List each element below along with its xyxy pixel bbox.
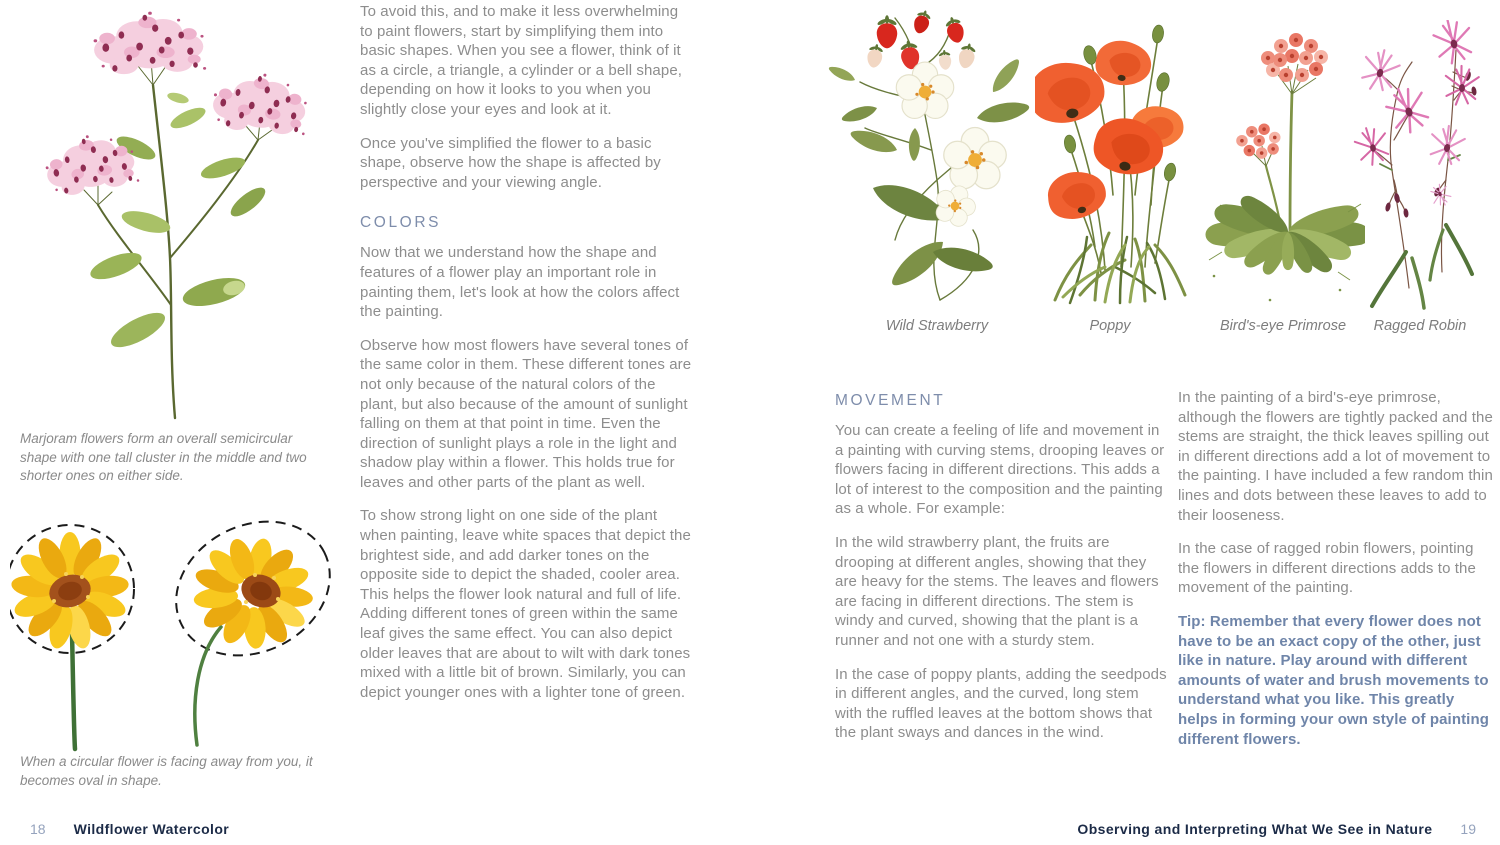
chapter-title: Observing and Interpreting What We See in Nature	[1077, 821, 1433, 837]
poppy-illustration	[1035, 5, 1205, 305]
paragraph: To show strong light on one side of the plant when painting, leave white spaces that depict the brightest side, and add darker tones on the opposite side to depict the shaded, cooler area. This helps the flower look natural and full of life. Adding different tones of green within the same leaf gives the same effect. You can also depict older leaves that are about to wilt with dark tones mixed with a little bit of brown. Similarly, you can depict younger ones with a lighter tone of green.	[360, 507, 691, 701]
daisies-illustration	[10, 505, 355, 755]
paragraph: In the case of poppy plants, adding the seedpods in different angles, and the curved, long stem with the ruffled leaves at the bottom shows that the plant sways and dances in the wind.	[835, 665, 1167, 742]
paragraph: In the wild strawberry plant, the fruits are drooping at different angles, showing that they are heavy for the stems. The leaves and flowers are facing in different directions. The stem is windy and curved, showing that the plant is a runner and not one with a sturdy stem.	[835, 533, 1159, 649]
wild-strawberry-illustration	[825, 0, 1040, 310]
movement-section-heading: MOVEMENT	[835, 392, 946, 409]
specimen-label-poppy: Poppy	[1089, 318, 1131, 334]
paragraph: In the case of ragged robin flowers, pointing the flowers in different directions adds to the movement of the painting.	[1178, 540, 1476, 597]
marjoram-caption: Marjoram flowers form an overall semicircular shape with one tall cluster in the middle and two shorter ones on either side.	[20, 431, 307, 484]
tip-text: Tip: Remember that every flower does not have to be an exact copy of the other, just like in nature. Play around with different amounts of water and brush movements to understand what you like. This greatly helps in forming your own style of painting different flowers.	[1178, 612, 1489, 748]
paragraph: Observe how most flowers have several tones of the same color in them. These different tones are not only because of the natural colors of the plant, but also because of the amount of sunlight falling on them at that point in time. Even the direction of sunlight plays a role in the light and shadow play within a flower. This holds true for leaves and other parts of the plant as well.	[360, 336, 692, 491]
book-title: Wildflower Watercolor	[73, 821, 230, 837]
specimen-label-ragged-robin: Ragged Robin	[1373, 318, 1467, 334]
page-number-right: 19	[1460, 821, 1476, 837]
paragraph: Now that we understand how the shape and features of a flower play an important role in painting them, let's look at how the colors affect the painting.	[360, 244, 680, 321]
page-number-left: 18	[30, 821, 46, 837]
right-text-column	[1178, 388, 1496, 763]
ragged-robin-illustration	[1352, 20, 1497, 315]
paragraph: Once you've simplified the flower to a basic shape, observe how the shape is affected by perspective and your viewing angle.	[360, 134, 661, 191]
specimen-label-wild-strawberry: Wild Strawberry	[885, 318, 989, 334]
left-text-column	[360, 2, 694, 716]
right-page-footer	[1077, 821, 1476, 837]
daisies-caption: When a circular flower is facing away from you, it becomes oval in shape.	[20, 754, 313, 788]
paragraph: To avoid this, and to make it less overwhelming to paint flowers, start by simplifying them into basic shapes. When you see a flower, think of it as a circle, a triangle, a cylinder or a bell shape, depending on how it looks to you when you slightly close your eyes and look at it.	[360, 3, 683, 118]
specimen-label-birds-eye-primrose: Bird's-eye Primrose	[1219, 318, 1347, 334]
paragraph: You can create a feeling of life and movement in a painting with curving stems, drooping leaves or flowers facing in different directions. This adds a lot of interest to the composition and the painting as a whole. For example:	[835, 422, 1165, 518]
marjoram-illustration	[20, 0, 330, 422]
birds-eye-primrose-illustration	[1200, 20, 1365, 315]
movement-column	[835, 392, 1167, 757]
left-page-footer	[30, 821, 229, 837]
paragraph: In the painting of a bird's-eye primrose, although the flowers are tightly packed and the stems are straight, the thick leaves spilling out in different directions add a lot of movement to the painting. I have included a few random thin lines and dots between these leaves to add to their looseness.	[1178, 389, 1493, 524]
colors-section-heading: COLORS	[360, 214, 442, 232]
